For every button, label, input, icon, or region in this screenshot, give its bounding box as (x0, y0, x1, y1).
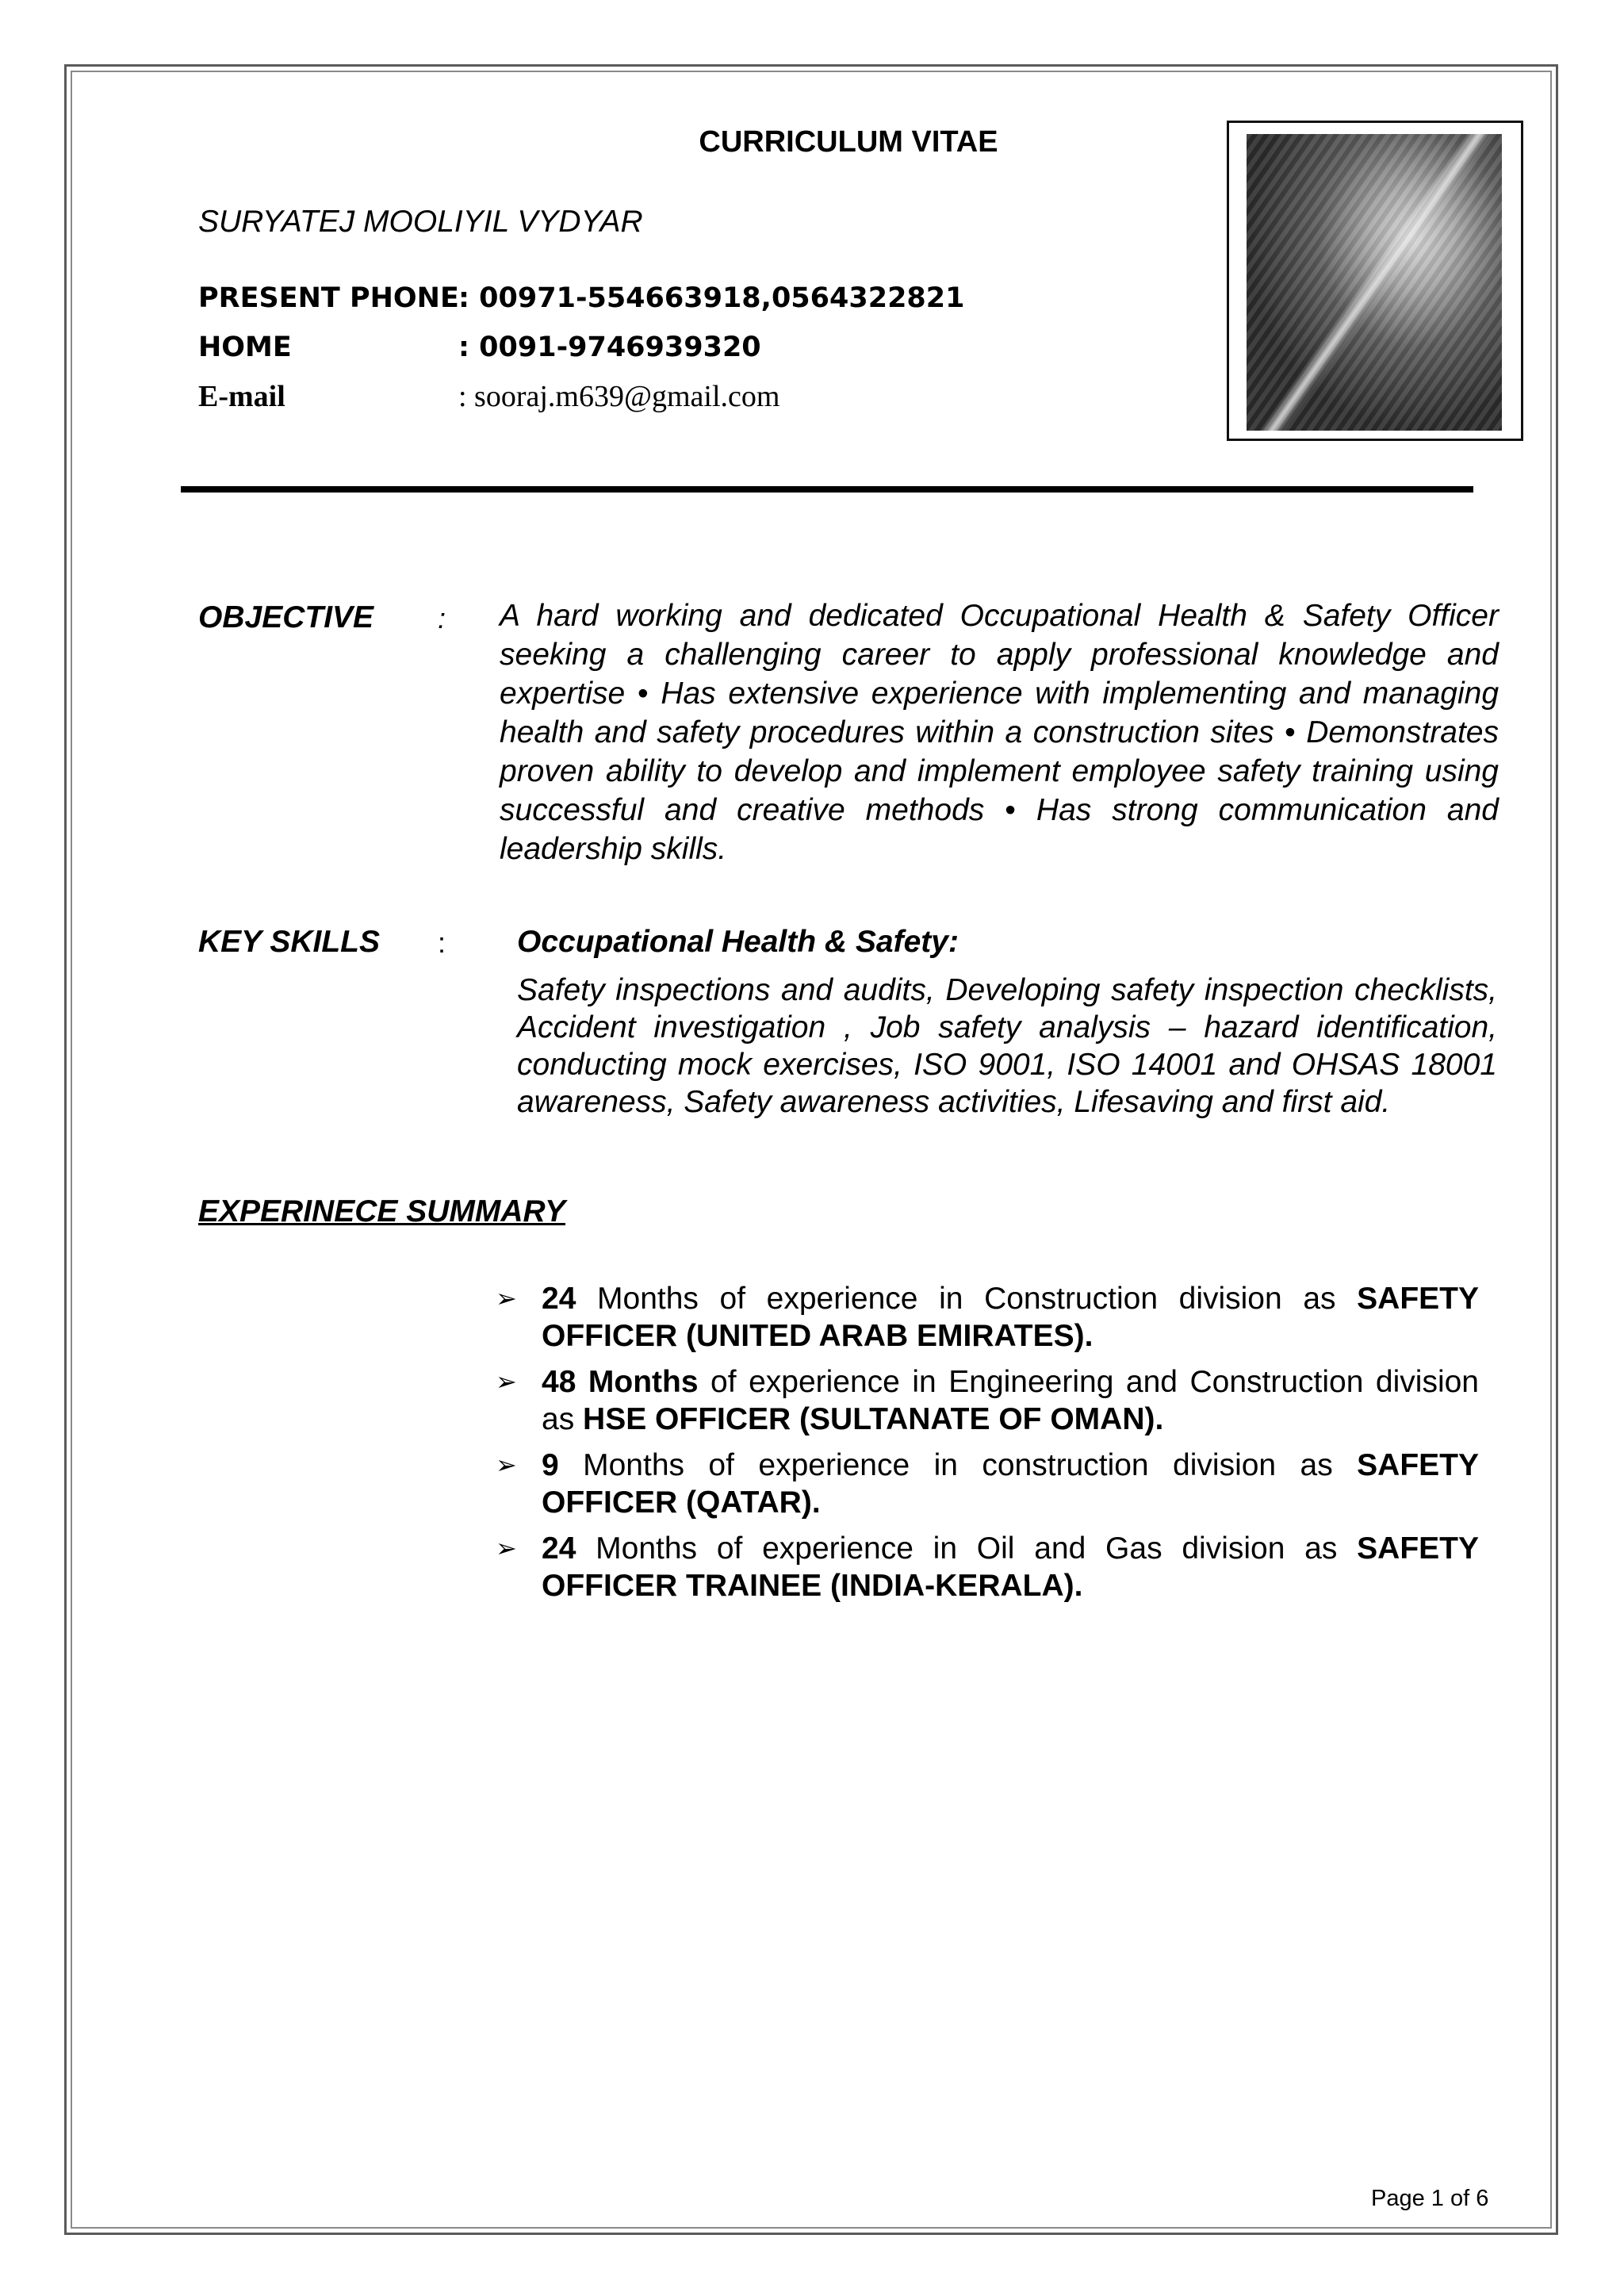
experience-item: ➢ 24 Months of experience in Oil and Gas division as SAFETY OFFICER TRAINEE (INDIA-KERALA). (496, 1531, 1479, 1603)
arrow-bullet-icon: ➢ (496, 1367, 517, 1396)
portrait-image (1247, 134, 1502, 431)
email-value: : sooraj.m639@gmail.com (458, 380, 780, 413)
key-skills-subheading: Occupational Health & Safety: (517, 925, 959, 959)
objective-text-2: Has extensive experience with implementing and managing health and safety procedures within a construction sites (500, 677, 1500, 749)
home-phone-value: : 0091-9746939320 (458, 332, 761, 363)
arrow-bullet-icon: ➢ (496, 1451, 517, 1479)
header-divider (181, 486, 1473, 493)
experience-item: ➢ 24 Months of experience in Construction division as SAFETY OFFICER (UNITED ARAB EMIRATES). (496, 1282, 1479, 1353)
document-title: CURRICULUM VITAE (699, 125, 998, 159)
experience-item: ➢ 48 Months of experience in Engineering and Construction division as HSE OFFICER (SULTANATE OF OMAN). (496, 1365, 1479, 1436)
key-skills-text: Safety inspections and audits, Developing safety inspection checklists, Accident investigation , Job safety analysis – hazard identification, conducting mock exercises, ISO 9001, ISO 14001 and OHSAS 18001 awareness, Safety awareness activities, Lifesaving and first aid. (517, 973, 1497, 1119)
objective-text-4: Has strong communication and leadership skills. (500, 793, 1499, 866)
objective-heading: OBJECTIVE (198, 600, 374, 634)
arrow-bullet-icon: ➢ (496, 1534, 517, 1562)
key-skills-colon: : (438, 926, 446, 959)
home-phone-label: HOME (198, 332, 292, 363)
objective-text-1: A hard working and dedicated Occupational Health & Safety Officer seeking a challenging career to apply professional knowledge and expertise (500, 599, 1499, 711)
bullet-icon: • (1005, 793, 1016, 827)
objective-text (500, 596, 1499, 868)
experience-heading: EXPERINECE SUMMARY (198, 1194, 566, 1228)
candidate-name: SURYATEJ MOOLIYIL VYDYAR (198, 205, 643, 239)
page-number: Page 1 of 6 (1371, 2186, 1489, 2211)
objective-colon: : (438, 602, 446, 634)
present-phone-label: PRESENT PHONE (198, 282, 459, 314)
key-skills-heading: KEY SKILLS (198, 925, 380, 959)
bullet-icon: • (1285, 715, 1296, 749)
objective-text-3: Demonstrates proven ability to develop and implement employee safety training using successful and creative methods (500, 715, 1499, 827)
arrow-bullet-icon: ➢ (496, 1284, 517, 1313)
experience-item: ➢ 9 Months of experience in construction division as SAFETY OFFICER (QATAR). (496, 1448, 1479, 1520)
present-phone-value: : 00971-554663918,0564322821 (458, 282, 965, 314)
bullet-icon: • (637, 677, 649, 711)
profile-photo (1227, 121, 1523, 441)
email-label: E-mail (198, 380, 285, 413)
